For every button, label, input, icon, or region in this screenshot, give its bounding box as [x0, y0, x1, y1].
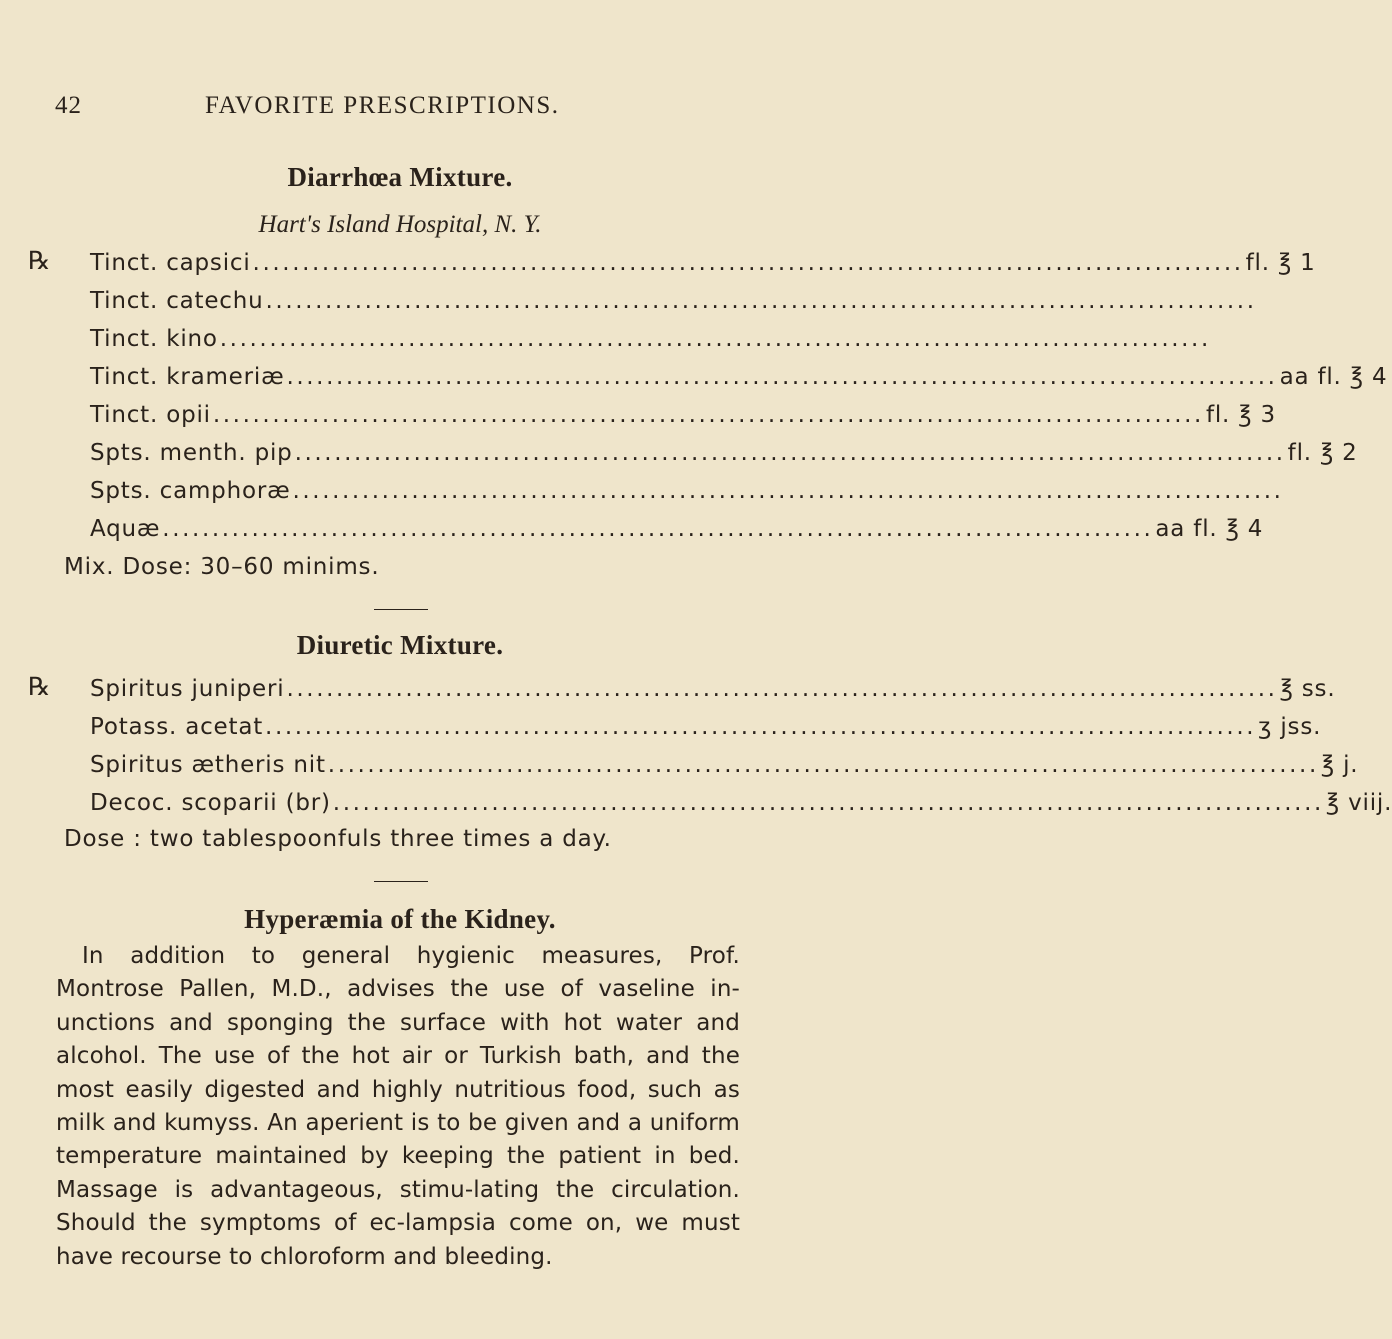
prescription-line [90, 752, 1359, 788]
prescription-line [90, 402, 1276, 438]
ingredient-quantity: ℥ j. [1320, 752, 1359, 778]
ingredient-name: Spts. menth. pip [90, 440, 293, 466]
ingredient-quantity: aa fl. ℥ 4 [1279, 364, 1388, 390]
leader-dots: .................................................................................................... [292, 478, 1284, 504]
ingredient-quantity: fl. ℥ 3 [1205, 402, 1276, 428]
prescription-line [90, 790, 1392, 826]
prescription-line [90, 676, 1336, 712]
leader-dots: .................................................................................................... [162, 516, 1154, 542]
running-head: FAVORITE PRESCRIPTIONS. [205, 92, 560, 119]
leader-dots: .................................................................................................... [265, 714, 1257, 740]
ingredient-name: Tinct. catechu [90, 288, 264, 314]
recipe-symbol: ℞ [28, 672, 51, 701]
ingredient-name: Aquæ [90, 516, 161, 542]
ingredient-name: Spts. camphoræ [90, 478, 291, 504]
prescription-line [90, 288, 1257, 324]
leader-dots: .................................................................................................... [294, 440, 1286, 466]
page-number: 42 [55, 92, 82, 119]
diuretic-title: Diuretic Mixture. [296, 630, 504, 660]
ingredient-quantity: fl. ℥ 2 [1287, 440, 1358, 466]
prescription-line [90, 714, 1322, 750]
section-divider [374, 609, 428, 610]
leader-dots: .................................................................................................... [327, 752, 1319, 778]
ingredient-name: Potass. acetat [90, 714, 264, 740]
prescription-line [90, 250, 1316, 286]
leader-dots: .................................................................................................... [286, 676, 1278, 702]
prescription-line [90, 478, 1284, 514]
leader-dots: .................................................................................................... [265, 288, 1257, 314]
ingredient-quantity: fl. ℥ 1 [1245, 250, 1316, 276]
leader-dots: .................................................................................................... [286, 364, 1278, 390]
ingredient-name: Spiritus juniperi [90, 676, 285, 702]
ingredient-name: Spiritus ætheris nit [90, 752, 326, 778]
prescription-line [90, 364, 1388, 400]
diarrhoea-subtitle: Hart's Island Hospital, N. Y. [258, 211, 542, 238]
ingredient-name: Tinct. kino [90, 326, 218, 352]
ingredient-name: Tinct. opii [90, 402, 211, 428]
page-header [55, 92, 755, 132]
ingredient-name: Tinct. capsici [90, 250, 251, 276]
diuretic-dose: Dose : two tablespoonfuls three times a day. [64, 826, 612, 852]
prescription-line [90, 516, 1264, 552]
ingredient-quantity: ℥ viij. [1325, 790, 1392, 816]
ingredient-quantity: aa fl. ℥ 4 [1155, 516, 1264, 542]
leader-dots: .................................................................................................... [332, 790, 1324, 816]
leader-dots: .................................................................................................... [252, 250, 1244, 276]
hyperaemia-paragraph: In addition to general hygienic measures, Prof. Montrose Pallen, M.D., advises the use of vaseline in-unctions and sponging the surface with hot water and alcohol. The use of the hot air or Turkish bath, and the most easily digested and highly nutritious food, such as milk and kumyss. An aperient is to be given and a uniform temperature maintained by keeping the patient in bed. Massage is advantageous, stimu-lating the circulation. Should the symptoms of ec-lampsia come on, we must have recourse to chloroform and bleeding. [56, 943, 740, 1270]
section-divider [374, 881, 428, 882]
prescription-line [90, 326, 1211, 362]
leader-dots: .................................................................................................... [219, 326, 1211, 352]
prescription-line [90, 440, 1358, 476]
ingredient-quantity: ʒ jss. [1258, 714, 1322, 740]
hyperaemia-title: Hyperæmia of the Kidney. [244, 904, 556, 934]
leader-dots: .................................................................................................... [212, 402, 1204, 428]
recipe-symbol: ℞ [28, 246, 51, 275]
ingredient-quantity: ℥ ss. [1279, 676, 1336, 702]
ingredient-name: Tinct. krameriæ [90, 364, 285, 390]
diarrhoea-dose: Mix. Dose: 30–60 minims. [64, 554, 380, 580]
diarrhoea-title: Diarrhœa Mixture. [287, 162, 513, 192]
ingredient-name: Decoc. scoparii (br) [90, 790, 331, 816]
